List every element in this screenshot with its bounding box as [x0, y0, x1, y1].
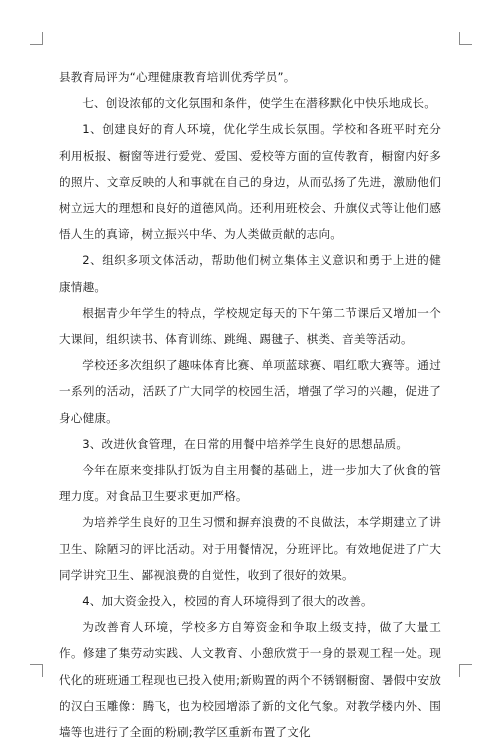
- paragraph-item-3-body-b: 为培养学生良好的卫生习惯和摒弃浪费的不良做法，本学期建立了讲卫生、除陋习的评比活动。对于用餐情况，分班评比。有效地促进了广大同学讲究卫生、鄙视浪费的自觉性，收到了很好的效果。: [59, 515, 441, 582]
- paragraph-item-1: 1、创建良好的育人环境，优化学生成长氛围。学校和各班平时充分利用板报、橱窗等进行爱党、爱国、爱校等方面的宣传教育，橱窗内好多的照片、文章反映的人和事就在自己的身边，从而弘扬了先进，激励他们树立远大的理想和良好的道德风尚。还利用班校会、升旗仪式等让他们感悟人生的真谛，树立振兴中华、为人类做贡献的志向。: [59, 122, 441, 242]
- document-body: [59, 64, 441, 745]
- crop-mark-top-right: [459, 32, 472, 45]
- paragraph-item-2-heading: 2、组织多项文体活动，帮助他们树立集体主义意识和勇于上进的健康情趣。: [59, 253, 441, 294]
- paragraph-item-2-body-a: 根据青少年学生的特点，学校规定每天的下午第二节课后又增加一个大课间，组织读书、体育训练、跳绳、踢毽子、棋类、音美等活动。: [59, 305, 441, 347]
- section-heading-7: 七、创设浓郁的文化氛围和条件，使学生在潜移默化中快乐地成长。: [82, 96, 437, 111]
- crop-mark-bottom-left: [30, 664, 43, 677]
- paragraph-item-3-body-a: 今年在原来变排队打饭为自主用餐的基础上，进一步加大了伙食的管理力度。对食品卫生要求更加严格。: [59, 463, 441, 504]
- paragraph-item-4-heading: 4、加大资金投入，校园的育人环境得到了很大的改善。: [82, 594, 373, 609]
- crop-mark-bottom-right: [459, 664, 472, 677]
- paragraph-item-2-body-b: 学校还多次组织了趣味体育比赛、单项蓝球赛、唱红歌大赛等。通过一系列的活动，活跃了广大同学的校园生活，增强了学习的兴趣，促进了身心健康。: [59, 358, 441, 425]
- paragraph-continuation: 县教育局评为“心理健康教育培训优秀学员”。: [59, 70, 296, 84]
- paragraph-item-3-heading: 3、改进伙食管理，在日常的用餐中培养学生良好的思想品质。: [82, 436, 409, 451]
- crop-mark-top-left: [30, 32, 43, 45]
- paragraph-item-4-body: 为改善育人环境，学校多方自筹资金和争取上级支持，做了大量工作。修建了集劳动实践、人文教育、小憩欣赏于一身的景观工程一处。现代化的班班通工程现也已投入使用;新购置的两个不锈钢橱窗、暑假中安放的汉白玉雕像：腾飞，也为校园增添了新的文化气象。对教学楼内外、围墙等也进行了全面的粉刷;教学区重新布置了文化: [59, 620, 441, 740]
